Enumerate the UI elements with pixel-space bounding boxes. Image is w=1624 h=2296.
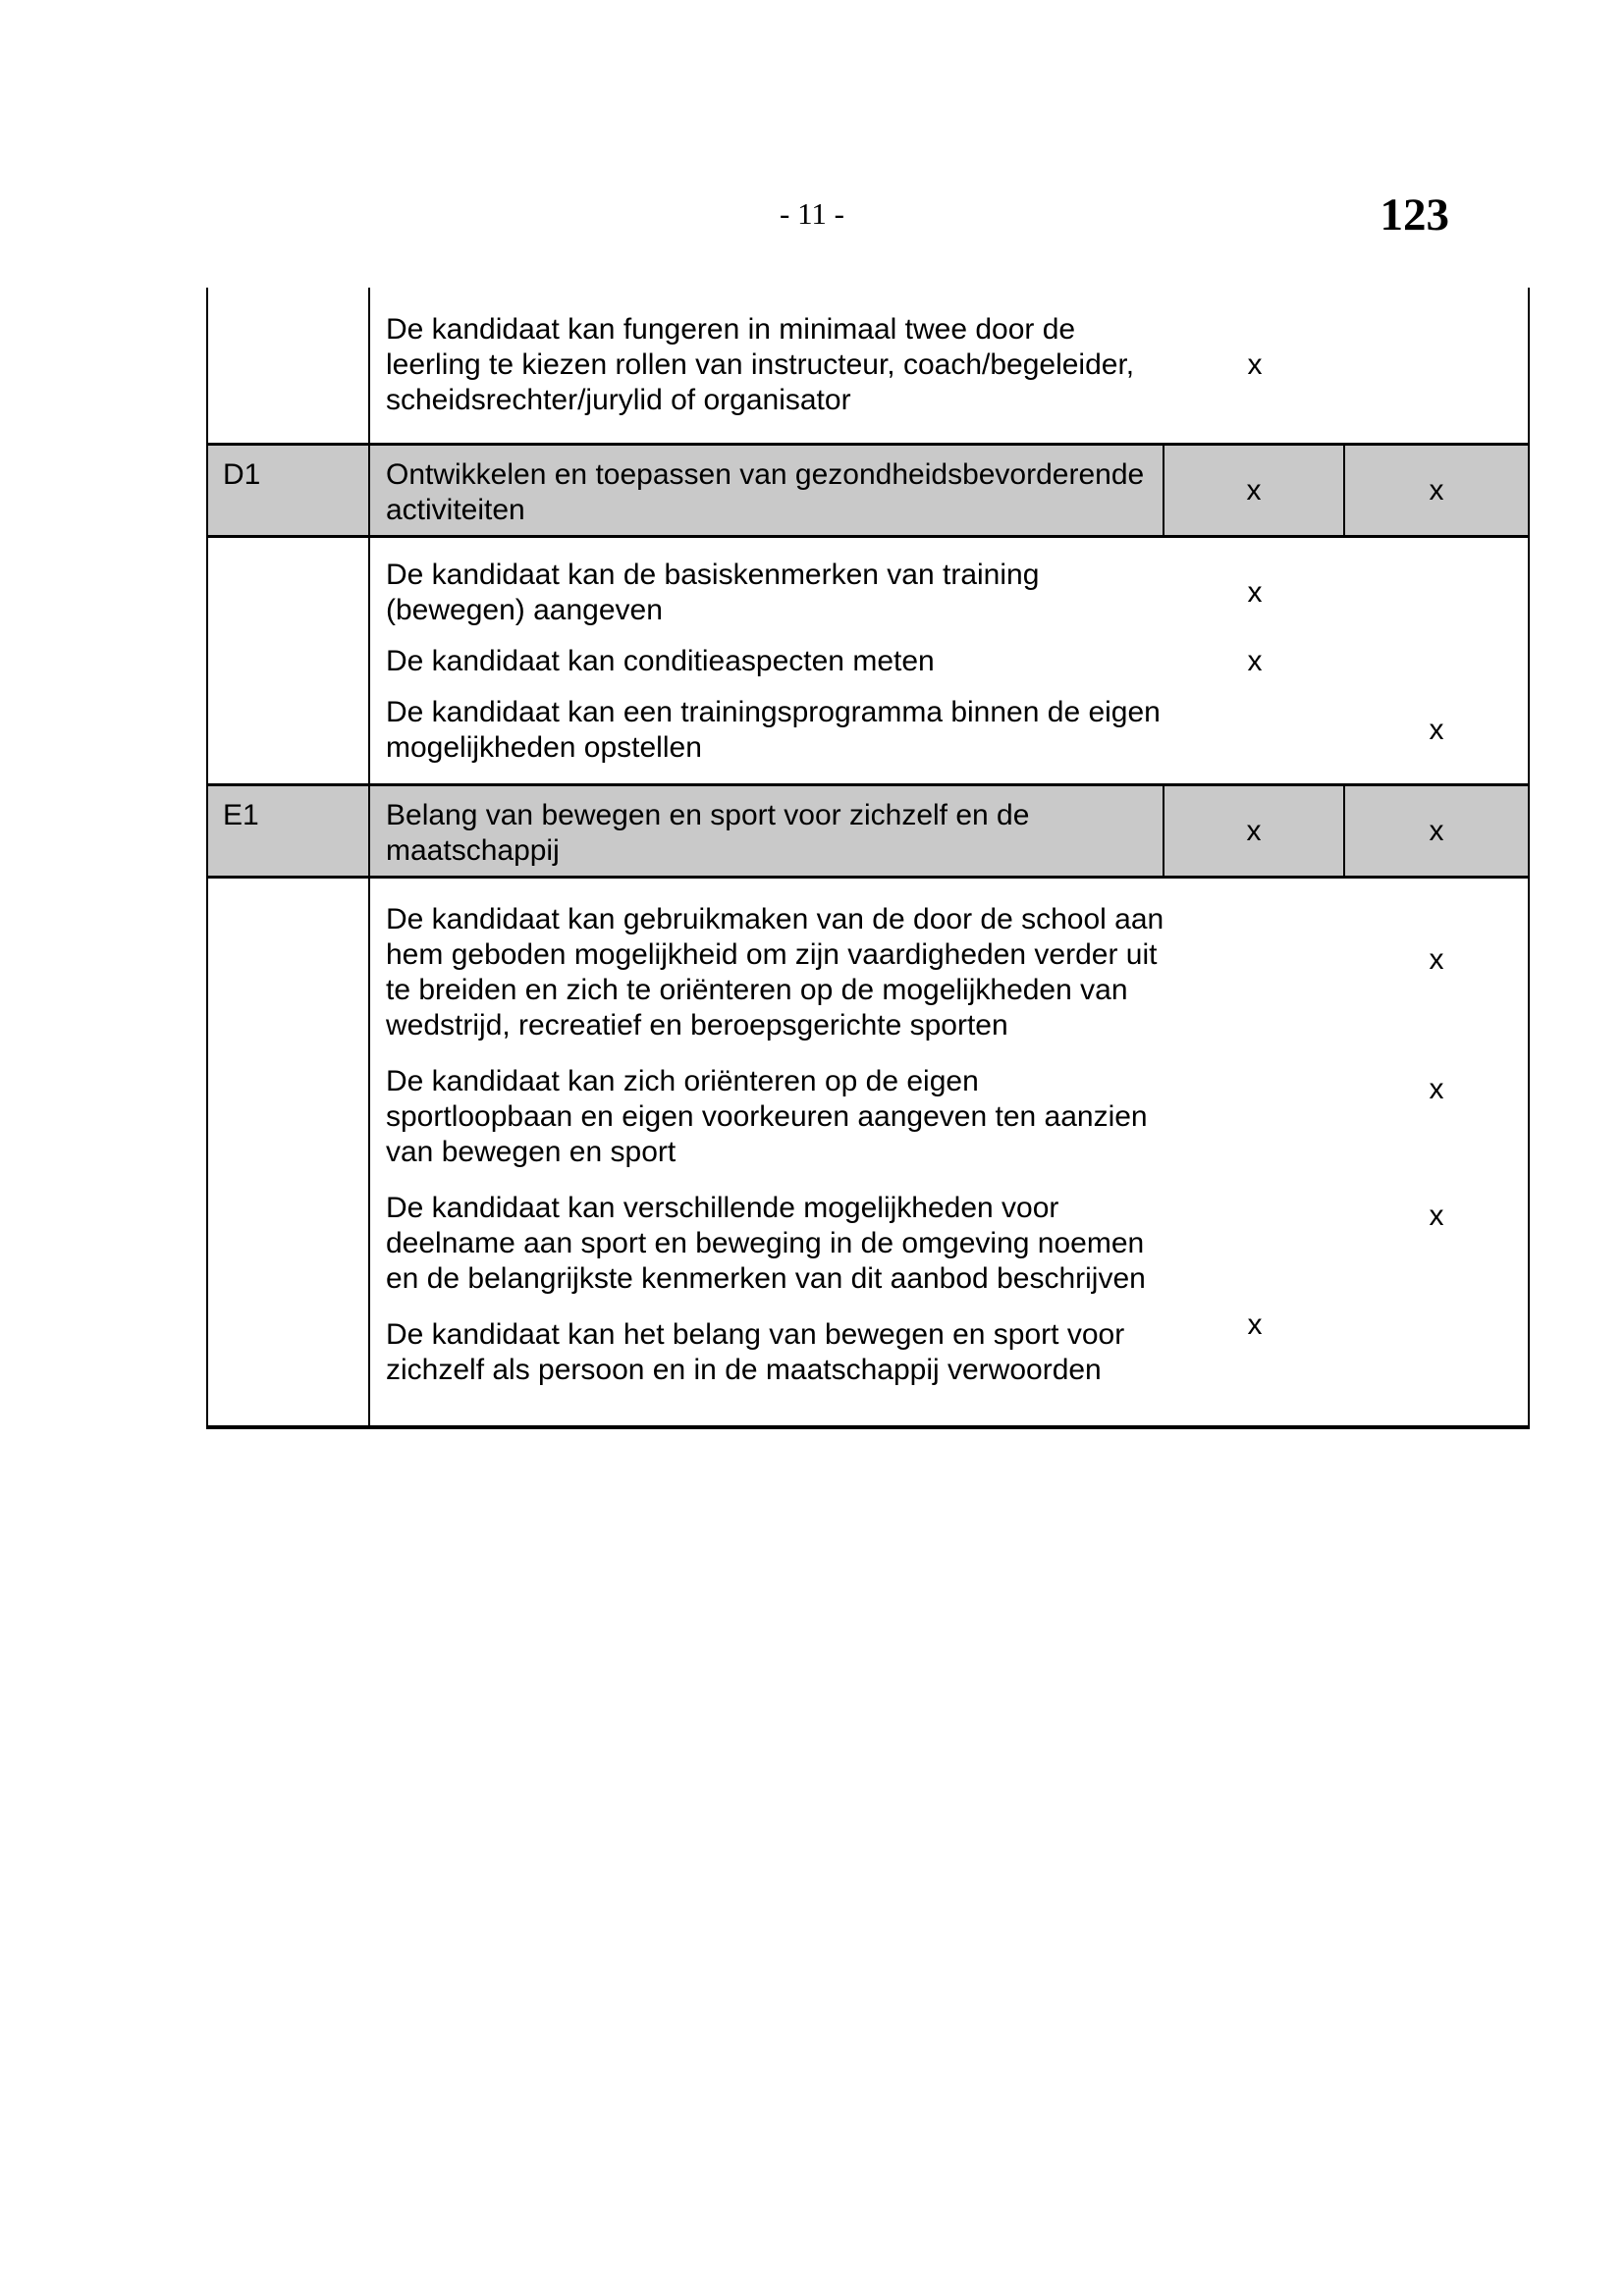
row-text: De kandidaat kan verschillende mogelijkheden voor deelname aan sport en beweging in de omgeving noemen en de belangrijkste kenmerken van dit aanbod beschrijven <box>386 1192 1146 1295</box>
table-section <box>208 288 1528 443</box>
code-cell-empty <box>208 538 370 783</box>
table-row <box>370 902 1528 1043</box>
table-row <box>370 312 1528 418</box>
section-code: D1 <box>208 446 370 535</box>
mark-cell-col3 <box>1164 347 1345 383</box>
mark-x: x <box>1429 473 1444 507</box>
mark-cell-col4 <box>1345 943 1528 990</box>
document-number: 123 <box>1380 189 1449 240</box>
row-text: De kandidaat kan conditieaspecten meten <box>386 645 935 677</box>
mark-cell-col4 <box>1345 446 1528 535</box>
table-row-header-d1 <box>208 443 1528 538</box>
section-title: Belang van bewegen en sport voor zichzelf en de maatschappij <box>370 786 1164 876</box>
mark-cell-col4 <box>1345 713 1528 748</box>
mark-x: x <box>1247 1308 1263 1341</box>
mark-x: x <box>1429 1200 1444 1232</box>
mark-x: x <box>1429 943 1444 976</box>
section-title: Ontwikkelen en toepassen van gezondheidsbevorderende activiteiten <box>370 446 1164 535</box>
code-cell-empty <box>208 288 370 443</box>
table-row <box>370 644 1528 679</box>
mark-cell-col4 <box>1345 1073 1528 1135</box>
row-text: De kandidaat kan de basiskenmerken van training (bewegen) aangeven <box>386 559 1040 626</box>
table-row <box>370 695 1528 766</box>
row-text: De kandidaat kan het belang van bewegen en sport voor zichzelf als persoon en in de maatschappij verwoorden <box>386 1318 1125 1386</box>
mark-x: x <box>1247 348 1263 381</box>
mark-cell-col3 <box>1164 1308 1345 1370</box>
mark-x: x <box>1247 576 1263 609</box>
table-row <box>370 1191 1528 1297</box>
mark-x: x <box>1247 645 1263 677</box>
competency-table <box>206 288 1530 1429</box>
table-section <box>208 879 1528 1425</box>
row-text: De kandidaat kan een trainingsprogramma binnen de eigen mogelijkheden opstellen <box>386 696 1161 764</box>
code-cell-empty <box>208 879 370 1425</box>
table-row-header-e1 <box>208 783 1528 879</box>
mark-cell-col3 <box>1164 446 1345 535</box>
row-text: De kandidaat kan zich oriënteren op de eigen sportloopbaan en eigen voorkeuren aangeven ten aanzien van bewegen en sport <box>386 1065 1148 1168</box>
mark-cell-col4 <box>1345 786 1528 876</box>
row-text: De kandidaat kan fungeren in minimaal twee door de leerling te kiezen rollen van instructeur, coach/begeleider, scheidsrechter/jurylid of organisator <box>386 313 1135 416</box>
mark-x: x <box>1429 814 1444 847</box>
mark-x: x <box>1246 814 1262 847</box>
table-row <box>370 1064 1528 1170</box>
table-row <box>370 1308 1528 1388</box>
mark-cell-col3 <box>1164 786 1345 876</box>
mark-x: x <box>1429 714 1444 746</box>
mark-cell-col3 <box>1164 575 1345 611</box>
mark-x: x <box>1246 473 1262 507</box>
mark-cell-col3 <box>1164 644 1345 679</box>
table-section <box>208 538 1528 783</box>
section-code: E1 <box>208 786 370 876</box>
row-text: De kandidaat kan gebruikmaken van de door de school aan hem geboden mogelijkheid om zijn vaardigheden verder uit te breiden en zich te oriënteren op de mogelijkheden van wedstrijd, recreatief en beroepsgerichte sporten <box>386 903 1164 1041</box>
page-number: - 11 - <box>780 196 844 231</box>
table-row <box>370 558 1528 628</box>
mark-x: x <box>1429 1073 1444 1105</box>
mark-cell-col4 <box>1345 1200 1528 1261</box>
